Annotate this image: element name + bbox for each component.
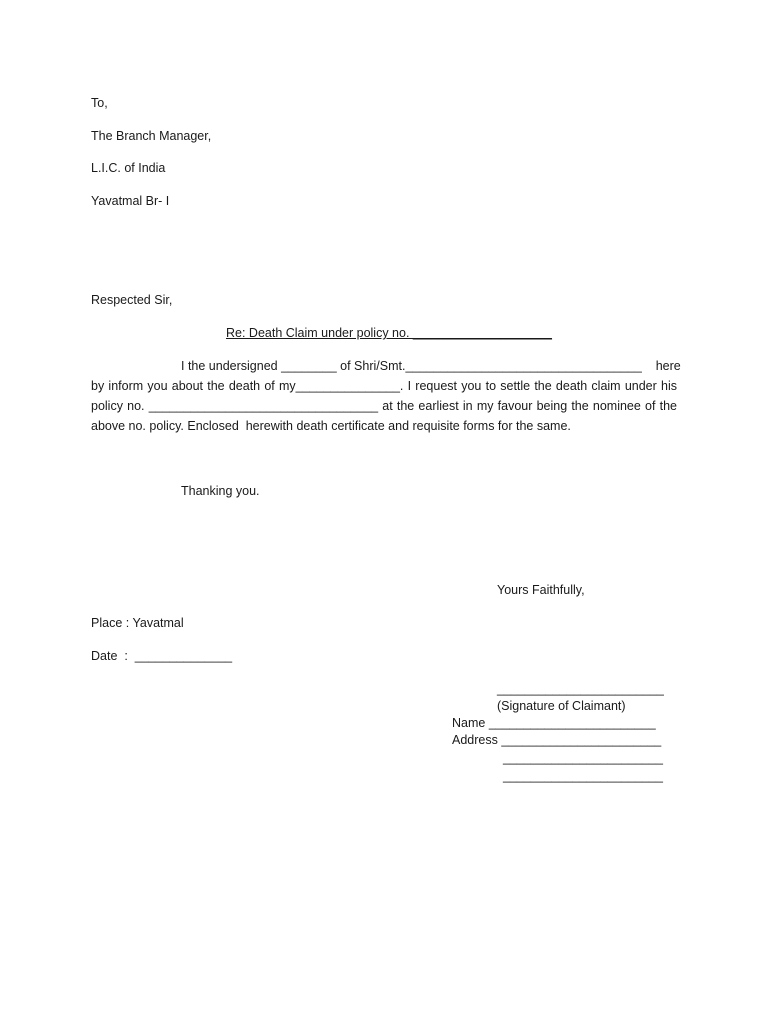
claimant-name-field: Name ________________________ <box>452 716 656 730</box>
salutation: Respected Sir, <box>91 293 173 307</box>
recipient-org: L.I.C. of India <box>91 161 166 175</box>
body-line-3: policy no. _________________________________ at the earliest in my favour being the nominee of the <box>91 399 677 413</box>
body-line-4: above no. policy. Enclosed herewith death certificate and requisite forms for the same. <box>91 419 571 433</box>
subject-line: Re: Death Claim under policy no. ____________________ <box>226 326 552 340</box>
claimant-address-line-3: _______________________ <box>503 769 663 783</box>
date-line: Date : ______________ <box>91 649 233 663</box>
thanking-line: Thanking you. <box>181 484 260 498</box>
claimant-address-line-2: _______________________ <box>503 751 663 765</box>
claimant-address-field: Address _______________________ <box>452 733 662 747</box>
signature-line: ________________________ <box>497 682 664 696</box>
recipient-branch: Yavatmal Br- I <box>91 194 170 208</box>
signature-caption: (Signature of Claimant) <box>497 699 626 713</box>
letter-body <box>91 356 681 436</box>
body-line-1: I the undersigned ________ of Shri/Smt.__________________________________ here <box>181 359 681 373</box>
recipient-to: To, <box>91 96 108 110</box>
body-line-2: by inform you about the death of my_______________. I request you to settle the death claim under his <box>91 379 677 393</box>
recipient-manager: The Branch Manager, <box>91 129 212 143</box>
closing-line: Yours Faithfully, <box>497 583 585 597</box>
place-line: Place : Yavatmal <box>91 616 184 630</box>
